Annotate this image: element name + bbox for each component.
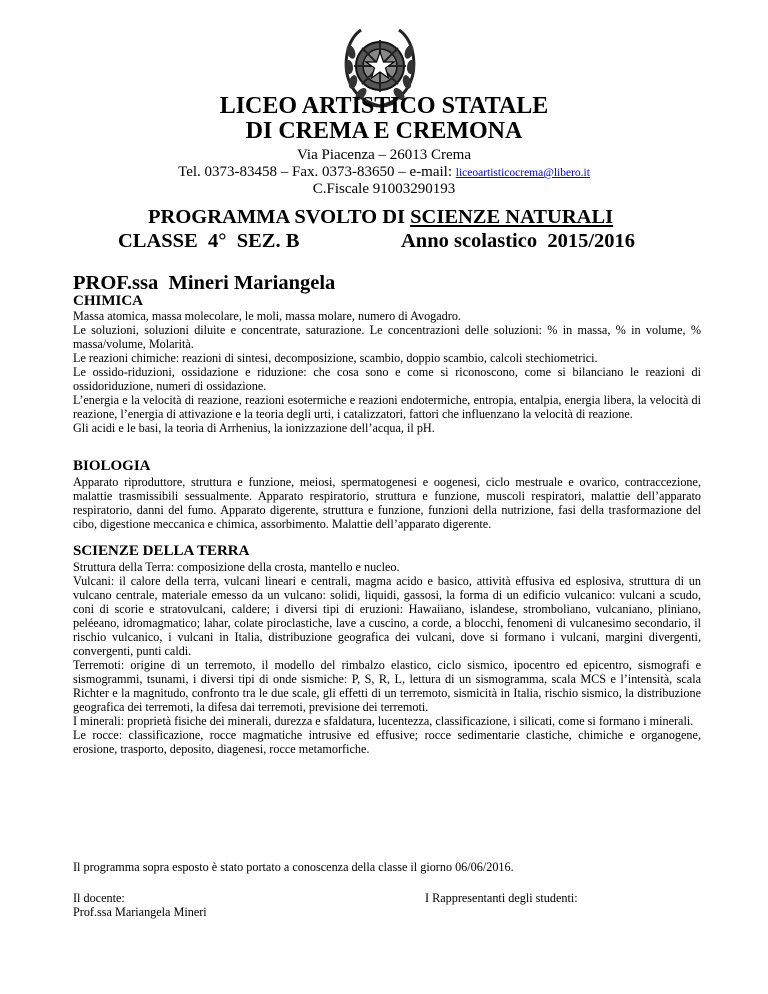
program-subject: SCIENZE NATURALI [410,206,614,228]
students-representatives-label: I Rappresentanti degli studenti: [425,891,578,905]
school-name-line2: DI CREMA E CREMONA [245,118,523,144]
paragraph: Struttura della Terra: composizione della crosta, mantello e nucleo. [73,560,400,574]
section-body-biologia [73,475,701,531]
teacher-label: Il docente: [73,891,125,905]
paragraph: Terremoti: origine di un terremoto, il modello del rimbalzo elastico, ciclo sismico, ipocentro ed epicentro, sismografi e sismogrammi, tsunami, i diversi tipi di onde sismiche: P, S, R, L, lettura di un sismogramma, scala MCS e l’intensità, scala Richter e la magnitudo, confronto tra le due scale, gli effetti di un terremoto, sismicità in Italia, rischio sismico, la distribuzione geografica dei terremoti, la difesa dai terremoti, previsione dei terremoti. [73,658,701,714]
contact-prefix: Tel. 0373-83458 – Fax. 0373-83650 – e-mail: [178,164,456,180]
paragraph: Le soluzioni, soluzioni diluite e concentrate, saturazione. Le concentrazioni delle soluzioni: % in massa, % in volume, % massa/volume, Molarità. [73,323,701,351]
paragraph: Le rocce: classificazione, rocce magmatiche intrusive ed effusive; rocce sedimentarie clastiche, chimiche e organogene, erosione, trasporto, deposito, diagenesi, rocce metamorfiche. [73,728,701,756]
paragraph: L’energia e la velocità di reazione, reazioni esotermiche e reazioni endotermiche, entropia, entalpia, energia libera, la velocità di reazione, l’energia di attivazione e la teoria degli urti, i catalizzatori, fattori che influenzano la velocità di reazione. [73,393,701,421]
fiscal-code: C.Fiscale 91003290193 [312,181,456,197]
section-body-chimica [73,309,701,435]
school-year: Anno scolastico 2015/2016 [401,230,636,252]
communication-statement: Il programma sopra esposto è stato portato a conoscenza della classe il giorno 06/06/2016. [73,860,514,874]
section-heading-chimica: CHIMICA [73,293,143,309]
teacher-heading: PROF.ssa Mineri Mariangela [73,272,336,294]
school-contacts [0,164,768,182]
paragraph: Le reazioni chimiche: reazioni di sintesi, decomposizione, scambio, doppio scambio, calcoli stechiometrici. [73,351,598,365]
program-title-prefix: PROGRAMMA SVOLTO DI [148,206,411,228]
paragraph: Massa atomica, massa molecolare, le moli, massa molare, numero di Avogadro. [73,309,461,323]
teacher-name: Prof.ssa Mariangela Mineri [73,905,207,919]
paragraph: I minerali: proprietà fisiche dei minerali, durezza e sfaldatura, lucentezza, classificazione, i silicati, come si formano i minerali. [73,714,694,728]
program-title [148,206,613,229]
email-link[interactable]: liceoartisticocrema@libero.it [455,167,590,179]
paragraph: Vulcani: il calore della terra, vulcani lineari e centrali, magma acido e basico, attività effusiva ed esplosiva, struttura di un vulcano centrale, materiale emesso da un vulcano: solidi, liquidi, gassosi, la forma di un edificio vulcanico: vulcani a scudo, coni di scorie e stratovulcani, caldere; i diversi tipi di eruzioni: Hawaiiano, islandese, stromboliano, vulcaniano, pliniano, peléeano, idromagmatico; lahar, colate piroclastiche, lave a cuscino, a corde, a blocchi, fenomeni di vulcanesimo secondario, il rischio vulcanico, i vulcani in Italia, distribuzione geografica dei vulcani, dove si formano i vulcani, margini divergenti, convergenti, punti caldi. [73,574,701,658]
section-body-terra [73,560,701,756]
section-heading-terra: SCIENZE DELLA TERRA [73,543,250,559]
paragraph: Gli acidi e le basi, la teoria di Arrhenius, la ionizzazione dell’acqua, il pH. [73,421,435,435]
section-heading-biologia: BIOLOGIA [73,458,151,474]
school-address: Via Piacenza – 26013 Crema [296,147,472,163]
class-section: CLASSE 4° SEZ. B [118,230,300,252]
school-name-line1: LICEO ARTISTICO STATALE [219,93,549,119]
paragraph: Le ossido-riduzioni, ossidazione e riduzione: che cosa sono e come si riconoscono, come si bilanciano le reazioni di ossidoriduzione, numeri di ossidazione. [73,365,701,393]
paragraph: Apparato riproduttore, struttura e funzione, meiosi, spermatogenesi e oogenesi, ciclo mestruale e ovarico, contraccezione, malattie trasmissibili sessualmente. Apparato respiratorio, struttura e funzione, muscoli respiratori, malattie dell’apparato respiratorio, danni del fumo. Apparato digerente, struttura e funzione, funzioni della nutrizione, fasi della trasformazione del cibo, digestione meccanica e chimica, assorbimento. Malattie dell’apparato digerente. [73,475,701,531]
